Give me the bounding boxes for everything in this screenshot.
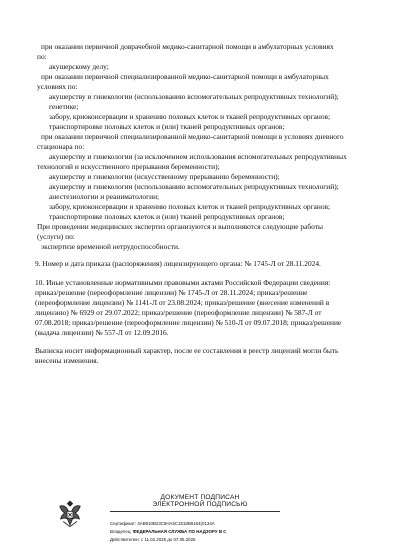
text-line: акушерству и гинекологии (искусственному прерыванию беременности);: [49, 172, 280, 181]
text-line: при оказании первичной доврачебной медико-санитарной помощи в амбулаторных условиях: [41, 42, 334, 51]
stamp-validity: Действителен: с 11.02.2025 до 07.05.2026: [110, 537, 196, 542]
coat-of-arms-icon: [53, 496, 87, 530]
text-line: при оказании первичной специализированной медико-санитарной помощи в амбулаторных: [41, 72, 329, 81]
text-line: внесены изменения.: [35, 356, 99, 365]
text-line: (выдача лицензии) № 557-Л от 12.09.2016.: [35, 328, 169, 337]
text-line: 10. Иные установленные нормативными правовыми актами Российской Федерации сведения:: [35, 278, 331, 287]
text-line: экспертизе временной нетрудоспособности.: [41, 242, 180, 251]
text-line: (услуги) по:: [37, 232, 75, 241]
text-line: акушерству и гинекологии (использованию вспомогательных репродуктивных технологий);: [49, 182, 339, 191]
text-line: 07.08.2018; приказ/решение (переоформление лицензии) № 510-Л от 09.07.2018; приказ/решение: [35, 318, 342, 327]
text-line: транспортировке половых клеток и (или) тканей репродуктивных органов;: [49, 212, 285, 221]
owner-value: ФЕДЕРАЛЬНАЯ СЛУЖБА ПО НАДЗОРУ В С: [132, 529, 227, 534]
text-line: анестезиологии и реаниматологии;: [49, 192, 160, 201]
text-line: забору, криоконсервации и хранению половых клеток и тканей репродуктивных органов;: [49, 202, 331, 211]
text-line: лицензию) № 6929 от 29.07.2022; приказ/решение (переоформление лицензии) № 587-Л от: [35, 308, 322, 317]
certificate-value: 4AB910B23C5HA5C1518B6164(0134A: [137, 521, 215, 526]
text-line: акушерскому делу;: [49, 62, 109, 71]
text-line: приказ/решение (переоформление лицензии) № 1745-Л от 28.11.2024; приказ/решение: [35, 288, 308, 297]
electronic-signature-stamp: [35, 487, 280, 543]
text-line: стационара по:: [37, 142, 85, 151]
owner-label: Владелец:: [110, 529, 132, 534]
text-line: акушерству и гинекологии (за исключением использования вспомогательных репродуктивных: [49, 152, 347, 161]
text-line: генетике;: [49, 102, 79, 111]
text-line: при оказании первичной специализированной медико-санитарной помощи в условиях дневного: [41, 132, 344, 141]
certificate-label: Сертификат:: [110, 521, 137, 526]
text-line: (переоформление лицензии) № 1141-Л от 23.08.2024; приказ/решение (внесение изменений в: [35, 298, 330, 307]
text-line: по:: [37, 52, 47, 61]
text-line: акушерству и гинекологии (использованию вспомогательных репродуктивных технологий);: [49, 92, 339, 101]
license-order-line: 9. Номер и дата приказа (распоряжения) лицензирующего органа: № 1745-Л от 28.11.2024.: [35, 259, 321, 268]
text-line: Выписка носит информационный характер, после ее составления в реестр лицензий могли быть: [35, 346, 339, 355]
text-line: условиях по:: [37, 82, 78, 91]
text-line: транспортировке половых клеток и (или) тканей репродуктивных органов;: [49, 122, 285, 131]
stamp-title-line1: ДОКУМЕНТ ПОДПИСАН: [160, 494, 240, 501]
stamp-owner: [110, 529, 280, 534]
stamp-title-line2: ЭЛЕКТРОННОЙ ПОДПИСЬЮ: [152, 501, 248, 508]
text-line: технологий и искусственного прерывания беременности);: [37, 162, 220, 171]
stamp-certificate: [110, 521, 280, 526]
text-line: забору, криоконсервации и хранению половых клеток и тканей репродуктивных органов;: [49, 112, 331, 121]
text-line: При проведении медицинских экспертиз организуются и выполняются следующие работы: [37, 222, 323, 231]
stamp-divider: [110, 511, 280, 512]
